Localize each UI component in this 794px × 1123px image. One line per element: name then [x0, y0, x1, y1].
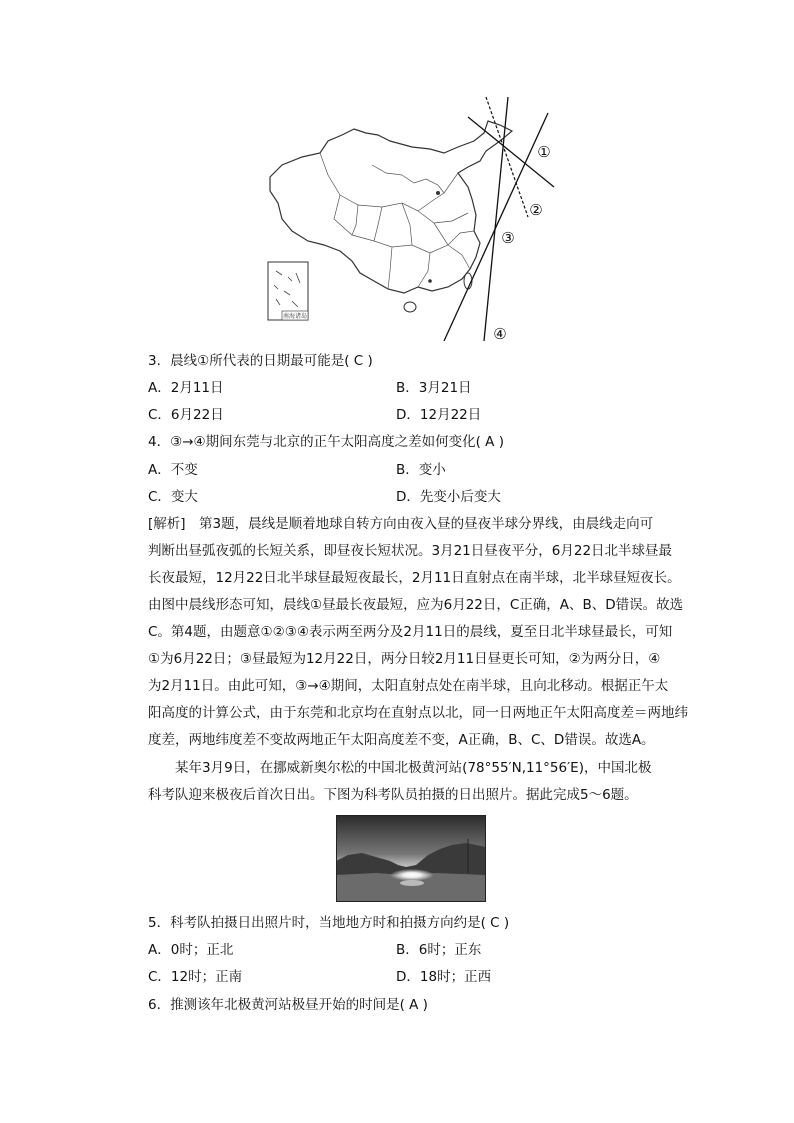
question-5-option-b: B．6时；正东	[396, 942, 482, 958]
question-5-option-c: C．12时；正南	[148, 969, 243, 985]
question-4-option-c: C．变大	[148, 489, 198, 505]
map-label-2: ②	[529, 201, 543, 219]
map-label-3: ③	[501, 229, 515, 247]
analysis-line-7: 为2月11日。由此可知，③→④期间，太阳直射点处在南半球，且向北移动。根据正午太	[148, 678, 669, 694]
dongguan-marker	[428, 279, 432, 283]
analysis-line-5: C。第4题，由题意①②③④表示两至两分及2月11日的晨线，夏至日北半球昼最长，可知	[148, 624, 673, 640]
hainan-island	[404, 302, 416, 312]
china-map-figure	[262, 95, 562, 345]
map-label-4: ④	[493, 325, 507, 343]
analysis-line-1: [解析] 第3题，晨线是顺着地球自转方向由夜入昼的昼夜半球分界线，由晨线走向可	[148, 516, 654, 532]
sunrise-photo	[336, 815, 486, 902]
question-4-option-d: D．先变小后变大	[396, 489, 501, 505]
question-3-option-a: A．2月11日	[148, 380, 224, 396]
question-4-option-a: A．不变	[148, 462, 198, 478]
inset-label: 南海诸岛	[282, 313, 308, 320]
analysis-line-3: 长夜最短，12月22日北半球昼最短夜最长，2月11日直射点在南半球，北半球昼短夜长。	[148, 570, 681, 586]
analysis-line-4: 由图中晨线形态可知，晨线①昼最长夜最短，应为6月22日，C正确，A、B、D错误。故选	[148, 597, 684, 613]
question-3-option-c: C．6月22日	[148, 407, 224, 423]
terminator-line-4	[444, 113, 551, 341]
analysis-line-9: 度差，两地纬度差不变故两地正午太阳高度差不变，A正确，B、C、D错误。故选A。	[148, 732, 655, 748]
intro-line-2: 科考队迎来极夜后首次日出。下图为科考队员拍摄的日出照片。据此完成5～6题。	[148, 787, 638, 803]
question-6-stem: 6．推测该年北极黄河站极昼开始的时间是( A )	[148, 997, 428, 1013]
analysis-line-2: 判断出昼弧夜弧的长短关系，即昼夜长短状况。3月21日昼夜平分，6月22日北半球昼最	[148, 543, 673, 559]
analysis-line-6: ①为6月22日；③昼最短为12月22日，两分日较2月11日昼更长可知，②为两分日，④	[148, 651, 661, 667]
map-label-1: ①	[537, 143, 551, 161]
question-3-option-b: B．3月21日	[396, 380, 472, 396]
province-borders	[320, 153, 474, 289]
question-5-option-a: A．0时；正北	[148, 942, 234, 958]
intro-line-1: 某年3月9日，在挪威新奥尔松的中国北极黄河站(78°55′N,11°56′E)，中国北极	[175, 760, 652, 776]
question-5-option-d: D．18时；正西	[396, 969, 492, 985]
question-4-stem: 4．③→④期间东莞与北京的正午太阳高度之差如何变化( A )	[148, 434, 504, 450]
beijing-marker	[436, 191, 440, 195]
question-3-stem: 3．晨线①所代表的日期最可能是( C )	[148, 353, 373, 369]
question-4-option-b: B．变小	[396, 462, 446, 478]
analysis-line-8: 阳高度的计算公式，由于东莞和北京均在直射点以北，同一日两地正午太阳高度差＝两地纬	[148, 705, 688, 721]
terminator-line-2	[486, 97, 528, 217]
question-3-option-d: D．12月22日	[396, 407, 482, 423]
question-5-stem: 5．科考队拍摄日出照片时，当地地方时和拍摄方向约是( C )	[148, 915, 510, 931]
